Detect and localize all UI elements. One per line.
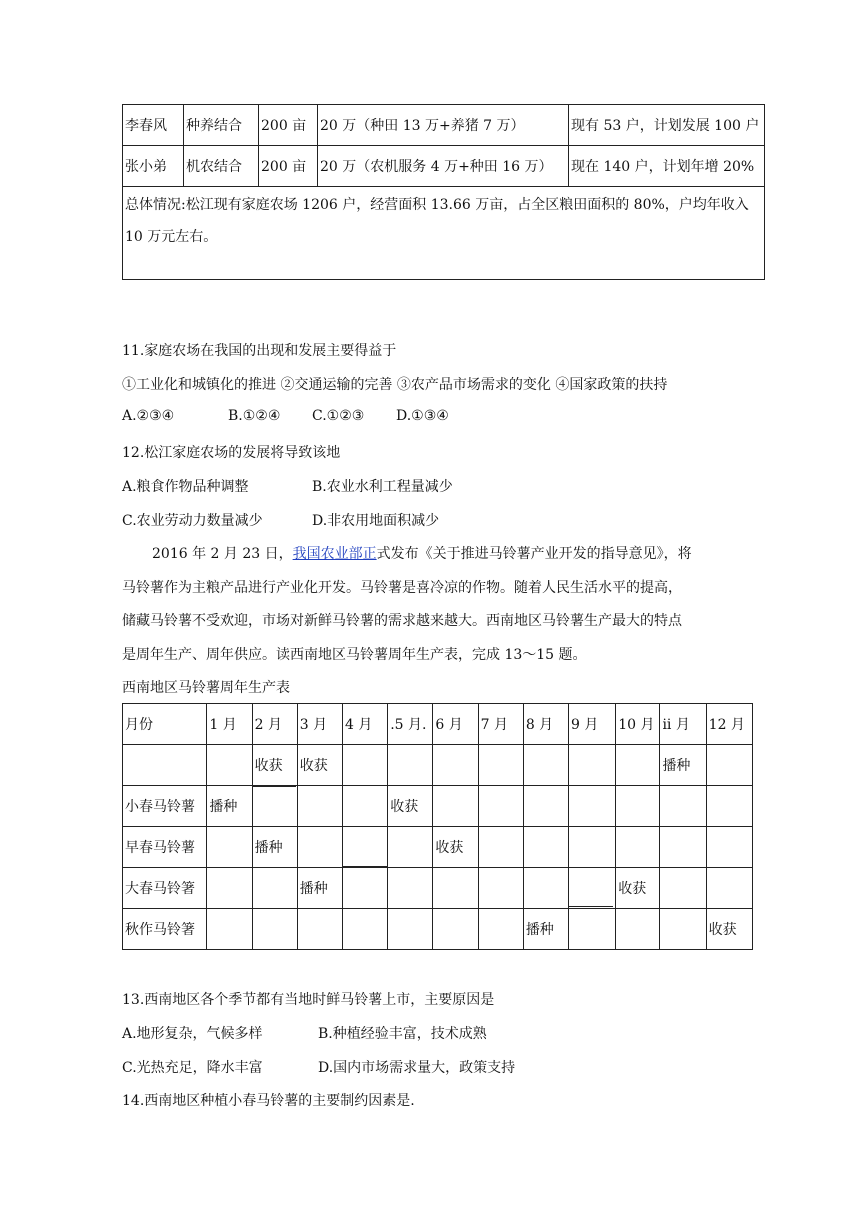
production-table-cell — [297, 827, 342, 868]
production-table-row — [123, 909, 753, 950]
farm-table-cell: 现在 140 户，计划年增 20% — [569, 146, 765, 187]
q11-options — [122, 408, 449, 424]
production-table-cell — [616, 745, 660, 786]
intro-rest: 式发布《关于推进马铃薯产业开发的指导意见》，将 — [376, 546, 692, 562]
farm-table-cell: 20 万（农机服务 4 万+种田 16 万） — [318, 146, 569, 187]
production-table-cell: 收获 — [388, 786, 433, 827]
stroke-mark — [706, 744, 750, 745]
production-table-header-cell: 8 月 — [523, 704, 568, 745]
production-table-cell: 收获 — [706, 909, 752, 950]
production-table-row — [123, 786, 753, 827]
production-table-cell — [297, 909, 342, 950]
production-table-cell — [660, 827, 706, 868]
intro-line-3: 储藏马铃薯不受欢迎，市场对新鲜马铃薯的需求越来越大。西南地区马铃薯生产最大的特点 — [122, 613, 682, 629]
production-table-header-cell: 1 月 — [207, 704, 252, 745]
production-table-body — [123, 704, 753, 950]
production-table-cell: 播种 — [297, 868, 342, 909]
farm-table-cell: 200 亩 — [259, 105, 318, 146]
production-table-cell: 播种 — [252, 827, 297, 868]
production-table-cell: 播种 — [523, 909, 568, 950]
production-table-cell — [388, 868, 433, 909]
production-table-cell — [123, 745, 207, 786]
farm-table-cell: 20 万（种田 13 万+养猪 7 万） — [318, 105, 569, 146]
q11-stem: 11.家庭农场在我国的出现和发展主要得益于 — [122, 343, 397, 359]
production-table-cell — [433, 786, 478, 827]
q11-option-b[interactable]: B.①②④ — [228, 408, 281, 424]
production-table-header-cell: 月份 — [123, 704, 207, 745]
farm-table-row — [123, 146, 765, 187]
production-table-header-cell: 4 月 — [343, 704, 388, 745]
production-table-cell — [252, 786, 297, 827]
production-table-cell — [706, 868, 752, 909]
production-table-cell: 大春马铃箸 — [123, 868, 207, 909]
production-table-row — [123, 868, 753, 909]
production-table-header-cell: 2 月 — [252, 704, 297, 745]
production-table-cell — [207, 827, 252, 868]
production-table-cell: 秋作马铃箸 — [123, 909, 207, 950]
production-table-caption: 西南地区马铃薯周年生产表 — [122, 680, 290, 696]
q13-options-row1 — [122, 1023, 487, 1043]
production-table-cell — [660, 868, 706, 909]
production-table-cell — [523, 786, 568, 827]
q11-option-a[interactable]: A.②③④ — [122, 408, 175, 424]
production-table-cell — [388, 745, 433, 786]
production-table-header-cell: 9 月 — [569, 704, 616, 745]
q13-option-b[interactable]: B.种植经验丰富，技术成熟 — [318, 1026, 487, 1042]
production-table-row — [123, 827, 753, 868]
production-table-cell — [207, 909, 252, 950]
production-table-cell — [388, 827, 433, 868]
stroke-mark — [207, 744, 241, 745]
production-table-cell: 播种 — [207, 786, 252, 827]
production-table-cell — [433, 909, 478, 950]
production-table-header-cell: ii 月 — [660, 704, 706, 745]
q13-options-row2 — [122, 1057, 515, 1077]
q13-option-c[interactable]: C.光热充足，降水丰富 — [122, 1060, 263, 1076]
q13-option-a[interactable]: A.地形复杂，气候多样 — [122, 1026, 263, 1042]
production-table-cell: 播种 — [660, 745, 706, 786]
stroke-mark — [569, 906, 613, 907]
q14-stem: 14.西南地区种植小春马铃薯的主要制约因素是. — [122, 1093, 415, 1109]
production-table-header-cell: 10 月 — [616, 704, 660, 745]
production-table — [122, 703, 753, 950]
production-table-cell — [252, 868, 297, 909]
farm-table-cell: 机农结合 — [184, 146, 259, 187]
production-table-header-row — [123, 704, 753, 745]
q11-option-d[interactable]: D.①③④ — [396, 408, 449, 424]
farm-table-cell: 200 亩 — [259, 146, 318, 187]
production-table-cell: 收获 — [252, 745, 297, 786]
production-table-cell — [478, 909, 523, 950]
production-table-cell — [297, 786, 342, 827]
production-table-cell — [523, 827, 568, 868]
intro-link[interactable]: 我国农业部正 — [292, 546, 377, 562]
production-table-header-cell: 12 月 — [706, 704, 752, 745]
production-table-cell — [207, 868, 252, 909]
production-table-cell — [207, 745, 252, 786]
production-table-cell — [660, 786, 706, 827]
intro-prefix: 2016 年 2 月 23 日， — [152, 546, 293, 562]
stroke-mark — [298, 826, 342, 827]
production-table-cell — [388, 909, 433, 950]
q12-stem: 12.松江家庭农场的发展将导致该地 — [122, 445, 341, 461]
production-table-cell — [478, 827, 523, 868]
q11-option-c[interactable]: C.①②③ — [312, 408, 365, 424]
production-table-cell — [660, 909, 706, 950]
production-table-header-cell: 3 月 — [297, 704, 342, 745]
q12-option-c[interactable]: C.农业劳动力数量减少 — [122, 513, 263, 529]
farm-table-cell: 李春风 — [123, 105, 184, 146]
q12-option-d[interactable]: D.非农用地面积减少 — [312, 513, 440, 529]
q12-options-row2 — [122, 510, 439, 530]
q12-option-b[interactable]: B.农业水利工程量减少 — [312, 479, 453, 495]
intro-line-2: 马铃薯作为主粮产品进行产业化开发。马铃薯是喜冷凉的作物。随着人民生活水平的提高， — [122, 580, 682, 596]
production-table-cell: 收获 — [433, 827, 478, 868]
production-table-cell — [523, 745, 568, 786]
production-table-cell — [569, 745, 616, 786]
production-table-cell — [616, 909, 660, 950]
production-table-cell — [616, 827, 660, 868]
production-table-cell — [569, 827, 616, 868]
production-table-cell: 小春马铃薯 — [123, 786, 207, 827]
q13-option-d[interactable]: D.国内市场需求量大，政策支持 — [318, 1060, 516, 1076]
farm-table — [122, 104, 765, 280]
production-table-cell — [616, 786, 660, 827]
farm-table-cell: 现有 53 户，计划发展 100 户 — [569, 105, 765, 146]
production-table-cell — [706, 745, 752, 786]
farm-summary-cell: 总体情况:松江现有家庭农场 1206 户，经营面积 13.66 万亩，占全区粮田面积的 80%，户均年收入 10 万元左右。 — [123, 187, 765, 280]
production-table-cell — [252, 909, 297, 950]
farm-table-row — [123, 105, 765, 146]
production-table-cell — [478, 786, 523, 827]
production-table-cell — [478, 745, 523, 786]
production-table-header-cell: .5 月. — [388, 704, 433, 745]
production-table-cell — [706, 827, 752, 868]
production-table-cell — [569, 909, 616, 950]
stroke-mark — [343, 866, 387, 867]
q13-stem: 13.西南地区各个季节都有当地时鲜马铃薯上市，主要原因是 — [122, 992, 495, 1008]
production-table-cell — [343, 868, 388, 909]
farm-summary-row — [123, 187, 765, 280]
farm-table-body — [123, 105, 765, 187]
production-table-cell: 收获 — [297, 745, 342, 786]
production-table-cell — [433, 868, 478, 909]
farm-table-cell: 种养结合 — [184, 105, 259, 146]
q12-options-row1 — [122, 476, 453, 496]
production-table-header-cell: 6 月 — [433, 704, 478, 745]
intro-line-1 — [152, 543, 772, 563]
production-table-header-cell: 7 月 — [478, 704, 523, 745]
production-table-cell: 早春马铃薯 — [123, 827, 207, 868]
stroke-mark — [252, 786, 296, 787]
production-table-cell — [569, 786, 616, 827]
production-table-cell — [343, 745, 388, 786]
q11-items: ①工业化和城镇化的推进 ②交通运输的完善 ③农产品市场需求的变化 ④国家政策的扶持 — [122, 377, 668, 393]
intro-line-4: 是周年生产、周年供应。读西南地区马铃薯周年生产表，完成 13～15 题。 — [122, 647, 587, 663]
production-table-cell — [433, 745, 478, 786]
production-table-cell — [343, 909, 388, 950]
production-table-cell — [523, 868, 568, 909]
production-table-cell — [478, 868, 523, 909]
production-table-cell: 收获 — [616, 868, 660, 909]
production-table-row — [123, 745, 753, 786]
farm-table-cell: 张小弟 — [123, 146, 184, 187]
production-table-cell — [343, 786, 388, 827]
production-table-cell — [569, 868, 616, 909]
production-table-cell — [343, 827, 388, 868]
production-table-cell — [706, 786, 752, 827]
q12-option-a[interactable]: A.粮食作物品种调整 — [122, 479, 249, 495]
